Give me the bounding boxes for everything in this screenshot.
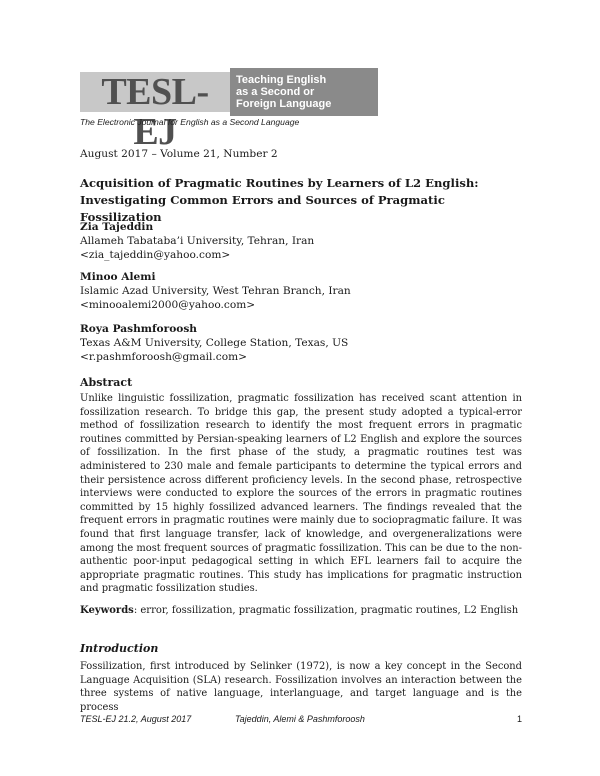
logo-tagline — [230, 68, 378, 116]
author-email[interactable]: <zia_tajeddin@yahoo.com> — [80, 249, 231, 261]
author-email[interactable]: <minooalemi2000@yahoo.com> — [80, 299, 256, 311]
author-affiliation: Texas A&M University, College Station, Texas, US — [80, 337, 349, 349]
paper-title-line: Investigating Common Errors and Sources of Pragmatic Fossilization — [80, 193, 445, 224]
introduction-heading: Introduction — [80, 642, 159, 655]
issue-info: August 2017 – Volume 21, Number 2 — [80, 148, 278, 160]
paper-title-line: Acquisition of Pragmatic Routines by Learners of L2 English: — [80, 176, 479, 190]
author-block — [80, 220, 520, 262]
keywords-label: Keywords — [80, 605, 134, 616]
logo-tagline-line: Teaching English — [236, 74, 327, 86]
author-block — [80, 322, 520, 364]
author-email[interactable]: <r.pashmforoosh@gmail.com> — [80, 351, 248, 363]
logo-wordmark: TESL-EJ — [80, 72, 230, 112]
logo-tagline-line: as a Second or — [236, 86, 315, 98]
page-number: 1 — [516, 714, 522, 724]
author-block — [80, 270, 520, 312]
keywords-text: : error, fossilization, pragmatic fossilization, pragmatic routines, L2 English — [133, 605, 519, 616]
footer-authors: Tajeddin, Alemi & Pashmforoosh — [235, 714, 365, 724]
footer-journal: TESL-EJ 21.2, August 2017 — [80, 714, 192, 724]
abstract-text: Unlike linguistic fossilization, pragmatic fossilization has received scant attention in fossilization research. To bridge this gap, the present study adopted a typical-error method of fossilization research to identify the most frequent errors in pragmatic routines committed by Persian-speaking learners of L2 English and explore the sources of fossilization. In the first phase of the study, a pragmatic routines test was administered to 230 male and female participants to determine the typical errors and their persistence across different proficiency levels. In the second phase, retrospective interviews were conducted to explore the sources of the errors in pragmatic routines committed by 15 highly fossilized advanced learners. The findings revealed that the frequent errors in pragmatic routines were mainly due to sociopragmatic failure. It was found that first language transfer, lack of knowledge, and overgeneralizations were among the most frequent sources of pragmatic fossilization. This can be due to the non-authentic poor-input pedagogical setting in which EFL learners fail to acquire the appropriate pragmatic routines. This study has implications for pragmatic instruction and pragmatic fossilization studies. — [80, 393, 522, 595]
introduction-text: Fossilization, first introduced by Selinker (1972), is now a key concept in the Second Language Acquisition (SLA) research. Fossilization involves an interaction between the three systems of native language, interlanguage, and target language and is the process — [80, 661, 522, 713]
paper-title — [80, 175, 520, 226]
author-affiliation: Islamic Azad University, West Tehran Branch, Iran — [80, 285, 351, 297]
author-name: Minoo Alemi — [80, 271, 156, 283]
author-name: Zia Tajeddin — [80, 221, 154, 233]
author-affiliation: Allameh Tabataba’i University, Tehran, Iran — [80, 235, 315, 247]
logo-tagline-line: Foreign Language — [236, 98, 332, 110]
journal-subtitle: The Electronic Journal for English as a Second Language — [80, 117, 300, 127]
keywords — [80, 605, 522, 616]
abstract-heading: Abstract — [80, 376, 133, 389]
author-name: Roya Pashmforoosh — [80, 323, 198, 335]
